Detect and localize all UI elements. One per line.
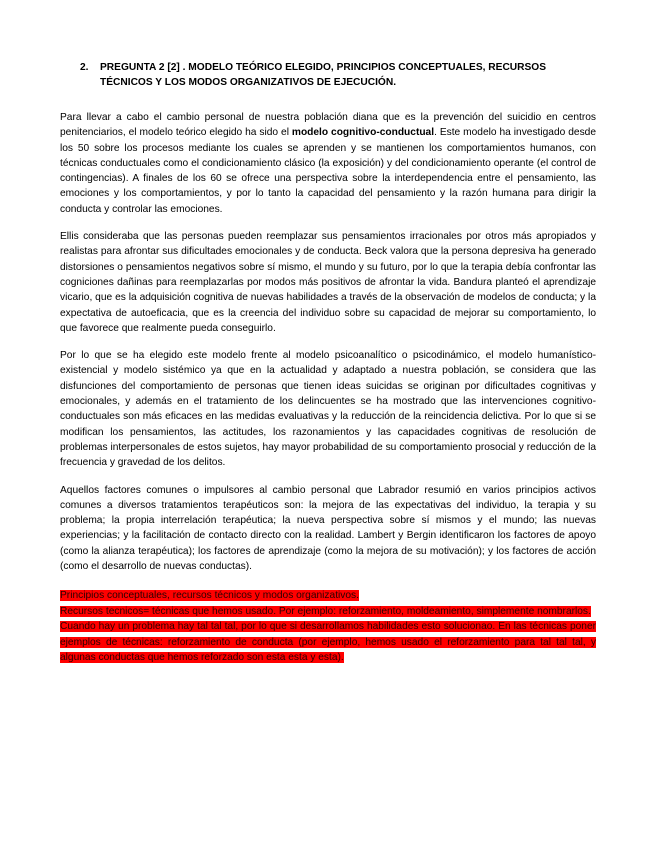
paragraph-model-text-a: Para llevar a cabo el cambio personal de nuestra población diana que es la prevención del suicidio en centros penitenciarios, el modelo teórico elegido ha sido el xyxy=(60,112,596,139)
highlight-text-1: Principios conceptuales, recursos técnicos y modos organizativos. xyxy=(60,590,359,602)
highlight-text-2: Recursos tecnicos= técnicas que hemos usado. Por ejemplo: reforzamiento, moldeamiento, simplemente nombrarlos. xyxy=(60,605,591,617)
paragraph-common-factors: Aquellos factores comunes o impulsores al cambio personal que Labrador resumió en varios principios activos comunes a diversos tratamientos terapéuticos son: la mejora de las expectativas del individuo, la terapia y su problema; la propia interrelación terapéutica; la nueva perspectiva sobre sí mismos y el mundo; las nuevas experiencias; y la facilitación de contacto directo con la realidad. Lambert y Bergin identificaron los factores de apoyo (como la alianza terapéutica); los factores de aprendizaje (como la mejora de su motivación); y los factores de acción (como el desarrollo de nuevas conductas). xyxy=(60,484,596,573)
document-page xyxy=(60,60,596,665)
paragraph-authors: Ellis consideraba que las personas pueden reemplazar sus pensamientos irracionales por otros más apropiados y realistas para afrontar sus dificultades emocionales y de conducta. Beck valora que la persona depresiva ha generado distorsiones o pensamientos negativos sobre sí mismo, el mundo y su futuro, por lo que la terapia debía confrontar las cogniciones dañinas para reemplazarlas por modos más positivos de afrontar la vida. Bandura planteó el aprendizaje vicario, que es la adquisición cognitiva de nuevas habilidades a través de la observación de modelos de conducta; y la expectativa de autoeficacia, que es la creencia del individuo sobre su capacidad de mejorar su comportamiento, lo que favorece que realmente pueda conseguirlo. xyxy=(60,231,596,334)
paragraph-model-text-b: . Este modelo ha investigado desde los 50 sobre los procesos mediante los cuales se aprenden y se mantienen los comportamientos humanos, con técnicas conductuales como el condicionamiento clásico (la exposición) y del condicionamiento operante (el control de contingencias). A finales de los 60 se ofrece una perspectiva sobre la interdependencia entre el pensamiento, las emociones y los comportamientos, y por lo tanto la capacidad del pensamiento y la razón humana para dirigir la conducta y controlar las emociones. xyxy=(60,127,596,215)
highlighted-note-1 xyxy=(60,588,596,603)
highlighted-notes xyxy=(60,588,596,665)
section-heading xyxy=(80,60,596,90)
section-number: 2. xyxy=(80,62,89,73)
paragraph-model xyxy=(60,110,596,217)
highlight-text-3: Cuando hay un problema hay tal tal tal, por lo que si desarrollamos habilidades esto solucionao. En las técnicas poner ejemplos de técnicas: reforzamiento de conducta (por ejemplo, hemos usado el reforzamiento para tal tal tal, y algunas conductas que hemos reforzado son esta esta y esta). xyxy=(60,621,596,663)
model-name-bold: modelo cognitivo-conductual xyxy=(291,127,435,139)
paragraph-justification: Por lo que se ha elegido este modelo frente al modelo psicoanalítico o psicodinámico, el modelo humanístico-existencial y modelo sistémico ya que en la actualidad y adaptado a nuestra población, se considera que las disfunciones del comportamiento de personas que tienen ideas suicidas se originan por dificultades cognitivas y emocionales, y además en el tratamiento de los delincuentes se ha mostrado que las intervenciones cognitivo-conductuales son más eficaces en las medidas evaluativas y la reducción de la reincidencia delictiva. Por lo que si se modifican los pensamientos, las actitudes, los razonamientos y las capacidades cognitivas de resolución de problemas interpersonales de estos sujetos, hay mayor probabilidad de su comportamiento prosocial y reducción de la frecuencia y gravedad de los delitos. xyxy=(60,350,596,469)
highlighted-note-3 xyxy=(60,619,596,665)
section-title: PREGUNTA 2 [2] . MODELO TEÓRICO ELEGIDO, PRINCIPIOS CONCEPTUALES, RECURSOS TÉCNICOS Y LOS MODOS ORGANIZATIVOS DE EJECUCIÓN. xyxy=(100,62,547,88)
highlighted-note-2 xyxy=(60,604,596,619)
